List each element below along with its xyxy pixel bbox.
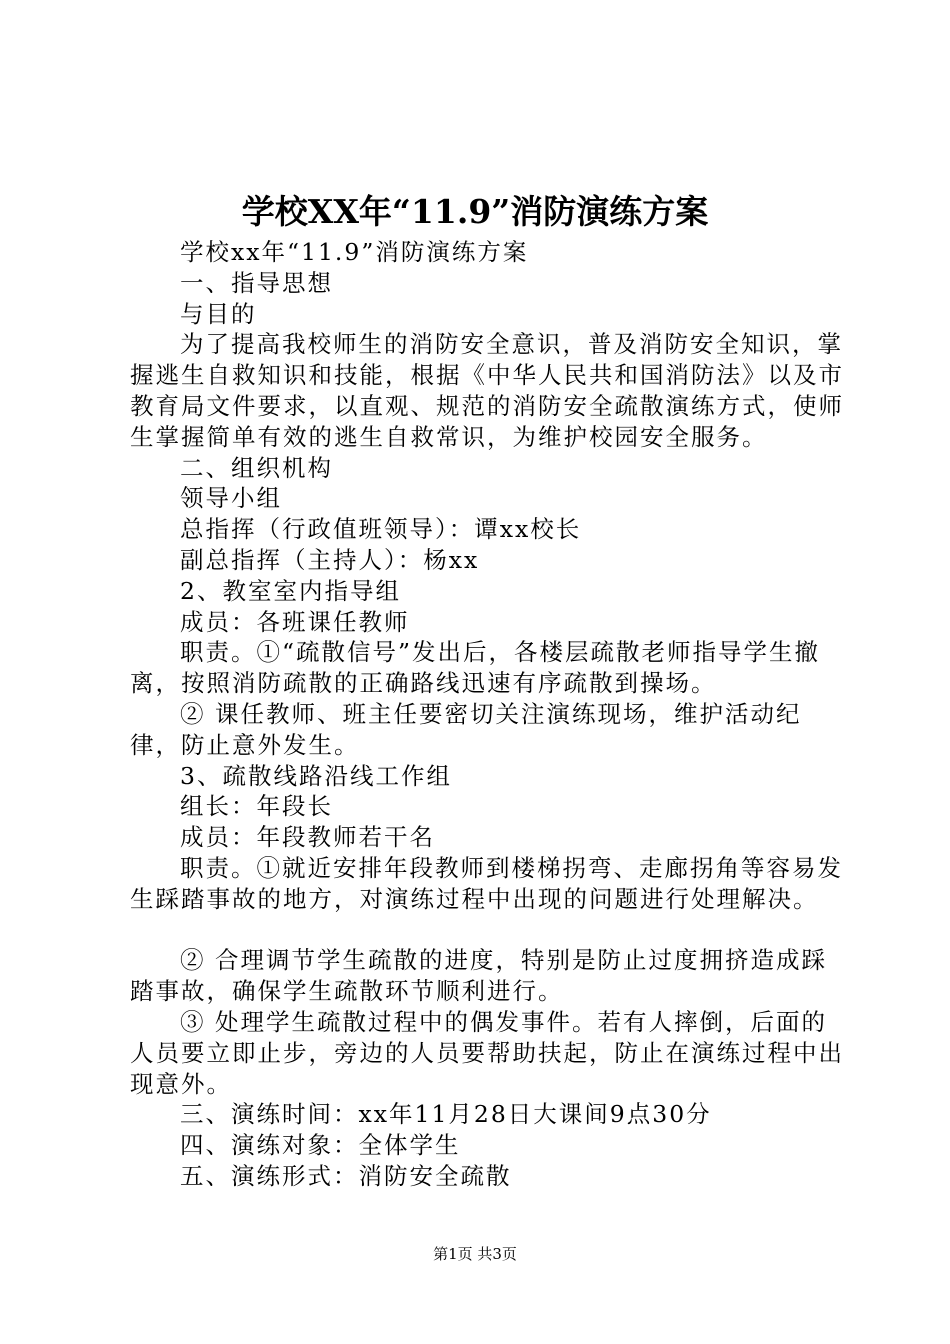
paragraph: 职责。①“疏散信号”发出后，各楼层疏散老师指导学生撤离，按照消防疏散的正确路线迅速有序疏散到操场。: [130, 638, 821, 698]
paragraph: 与目的: [180, 299, 257, 328]
paragraph: 组长：年段长: [180, 792, 333, 821]
document-title: 学校XX年“11.9”消防演练方案: [241, 192, 709, 231]
section-heading: 二、组织机构: [180, 453, 333, 482]
paragraph: 总指挥（行政值班领导）：谭xx校长: [180, 515, 582, 544]
paragraph: ③ 处理学生疏散过程中的偶发事件。若有人摔倒，后面的人员要立即止步，旁边的人员要帮助扶起，防止在演练过程中出现意外。: [130, 1007, 844, 1098]
paragraph: 职责。①就近安排年段教师到楼梯拐弯、走廊拐角等容易发生踩踏事故的地方，对演练过程中出现的问题进行处理解决。: [130, 853, 843, 913]
paragraph: 副总指挥（主持人）：杨xx: [180, 545, 480, 574]
page-footer: 第1页 共3页: [433, 1245, 517, 1263]
document-body: [130, 237, 850, 1192]
paragraph: 3、疏散线路沿线工作组: [180, 761, 452, 790]
section-heading: 三、演练时间：xx年11月28日大课间9点30分: [180, 1100, 712, 1129]
section-heading: 一、指导思想: [180, 268, 333, 297]
paragraph: 领导小组: [180, 484, 282, 513]
paragraph: 成员：各班课任教师: [180, 607, 410, 636]
section-heading: 五、演练形式：消防安全疏散: [180, 1161, 512, 1190]
section-heading: 四、演练对象：全体学生: [180, 1131, 461, 1160]
paragraph: 学校xx年“11.9”消防演练方案: [180, 238, 529, 266]
paragraph: ② 合理调节学生疏散的进度，特别是防止过度拥挤造成踩踏事故，确保学生疏散环节顺利进行。: [130, 946, 827, 1006]
paragraph: 2、教室室内指导组: [180, 576, 401, 605]
paragraph: ② 课任教师、班主任要密切关注演练现场，维护活动纪律，防止意外发生。: [130, 699, 802, 759]
paragraph: 成员：年段教师若干名: [180, 823, 435, 852]
blank-line: [130, 915, 850, 946]
paragraph: 为了提高我校师生的消防安全意识，普及消防安全知识，掌握逃生自救知识和技能，根据《中华人民共和国消防法》以及市教育局文件要求，以直观、规范的消防安全疏散演练方式，使师生掌握简单有效的逃生自救常识，为维护校园安全服务。: [130, 330, 844, 451]
